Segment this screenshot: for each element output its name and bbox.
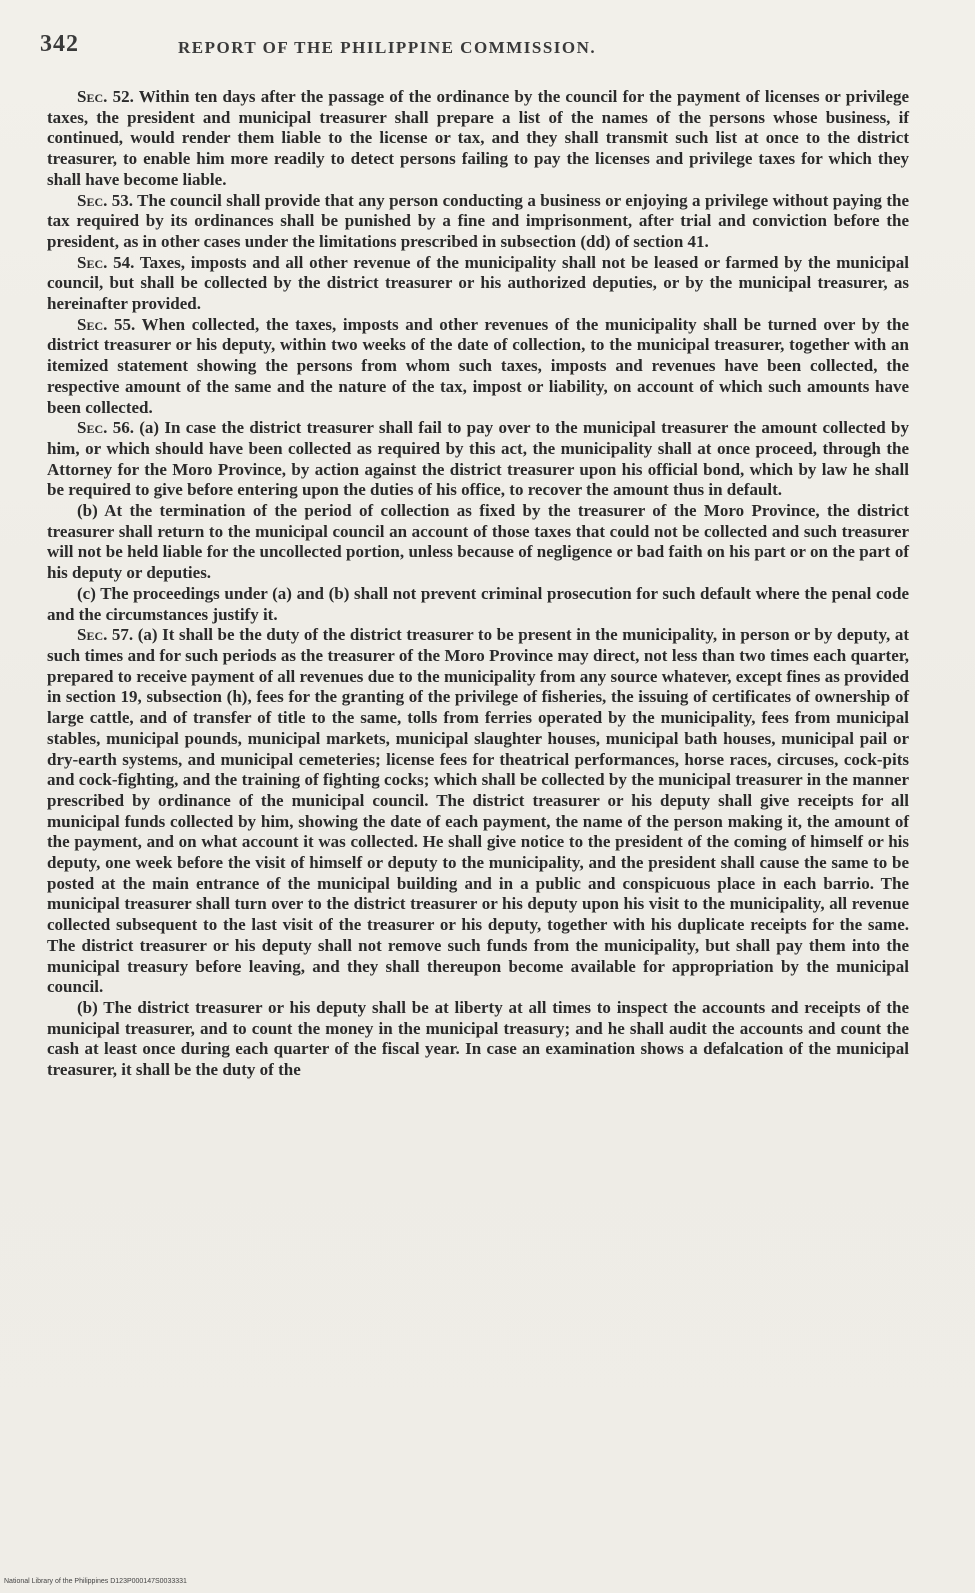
running-head: REPORT OF THE PHILIPPINE COMMISSION.	[178, 38, 597, 57]
paragraph-text: (a) It shall be the duty of the district treasurer to be present in the municipality, in person or by deputy, at such times and for such periods as the treasurer of the Moro Province may direct, not less than two times each quarter, prepared to receive payment of all revenues due to the municipality from any source whatever, except fines as provided in section 19, subsection (h), fees for the granting of the privilege of fisheries, the issuing of certificates of ownership of large cattle, and of transfer of title to the same, tolls from ferries operated by the municipality, fees from municipal stables, municipal pounds, municipal markets, municipal slaughter houses, municipal bath houses, municipal pail or dry-earth systems, and municipal cemeteries; license fees for theatrical performances, horse races, circuses, cock-pits and cock-fighting, and the training of fighting cocks; which shall be collected by the municipal treasurer in the manner prescribed by ordinance of the municipal council. The district treasurer or his deputy shall give receipts for all municipal funds collected by him, showing the date of each payment, the name of the person making it, the amount of the payment, and on what account it was collected. He shall give notice to the president of the coming of himself or his deputy, one week before the visit of himself or deputy to the municipality, and the president shall cause the same to be posted at the main entrance of the municipal building and in a public and conspicuous place in each barrio. The municipal treasurer shall turn over to the district treasurer or his deputy upon his visit to the municipality, all revenue collected subsequent to the last visit of the treasurer or his deputy, together with his duplicate receipts for the same. The district treasurer or his deputy shall not remove such funds from the municipality, but shall pay them into the municipal treasury before leaving, and they shall thereupon become available for appropriation by the municipal council.	[47, 625, 910, 997]
paragraph-text: Taxes, imposts and all other revenue of the municipality shall not be leased or farmed by the municipal council, but shall be collected by the district treasurer or his authorized deputies, or by the municipal treasurer, as hereinafter provided.	[47, 252, 910, 314]
section-label: Sec. 54.	[77, 252, 135, 272]
paragraph-text: (c) The proceedings under (a) and (b) shall not prevent criminal prosecution for such default where the penal code and the circumstances justify it.	[47, 583, 909, 624]
section-57a-paragraph	[47, 625, 909, 998]
page-header	[40, 31, 920, 61]
section-label: Sec. 55.	[77, 314, 136, 334]
section-56a-paragraph	[47, 418, 909, 501]
paragraph-text: When collected, the taxes, imposts and other revenues of the municipality shall be turned over by the district treasurer or his deputy, within two weeks of the date of collection, to the municipal treasurer, together with an itemized statement showing the persons from whom such taxes, imposts and revenues have been collected, the respective amount of the same and the nature of the tax, impost or liability, on account of which such amounts have been collected.	[47, 314, 910, 417]
source-note: National Library of the Philippines D123P000147S0033331	[4, 1578, 187, 1585]
section-52-paragraph	[47, 87, 909, 191]
section-57b-paragraph	[47, 998, 909, 1081]
paragraph-text: (a) In case the district treasurer shall fail to pay over to the municipal treasurer the amount collected by him, or which should have been collected as required by this act, the municipality shall at once proceed, through the Attorney for the Moro Province, by action against the district treasurer upon his official bond, which by law he shall be required to give before entering upon the duties of his office, to recover the amount thus in default.	[47, 418, 909, 500]
section-label: Sec. 53.	[77, 190, 134, 210]
paragraph-text: (b) The district treasurer or his deputy shall be at liberty at all times to inspect the accounts and receipts of the municipal treasurer, and to count the money in the municipal treasury; and he shall audit the accounts and count the cash at least once during each quarter of the fiscal year. In case an examination shows a defalcation of the municipal treasurer, it shall be the duty of the	[47, 997, 909, 1080]
section-56c-paragraph	[47, 584, 909, 625]
paragraph-text: Within ten days after the passage of the ordinance by the council for the payment of licenses or privilege taxes, the president and municipal treasurer shall prepare a list of the names of the persons whose business, if continued, would render them liable to the license or tax, and they shall transmit such list at once to the district treasurer, to enable him more readily to detect persons failing to pay the licenses and privilege taxes for which they shall have become liable.	[47, 87, 909, 189]
section-55-paragraph	[47, 315, 909, 419]
section-label: Sec. 52.	[77, 87, 134, 106]
page-number: 342	[40, 31, 79, 57]
section-54-paragraph	[47, 253, 909, 315]
section-label: Sec. 56.	[77, 418, 134, 438]
paragraph-text: The council shall provide that any person conducting a business or enjoying a privilege without paying the tax required by its ordinances shall be punished by a fine and imprisonment, after trial and conviction before the president, as in other cases under the limitations prescribed in subsection (dd) of section 41.	[47, 190, 909, 251]
paragraph-text: (b) At the termination of the period of collection as fixed by the treasurer of the Moro Province, the district treasurer shall return to the municipal council an account of those taxes that could not be collected and such treasurer will not be held liable for the uncollected portion, unless because of negligence or bad faith on his part or on the part of his deputy or deputies.	[47, 501, 909, 583]
section-label: Sec. 57.	[77, 625, 134, 645]
section-53-paragraph	[47, 191, 909, 253]
section-56b-paragraph	[47, 501, 909, 584]
body-text	[47, 87, 909, 1081]
